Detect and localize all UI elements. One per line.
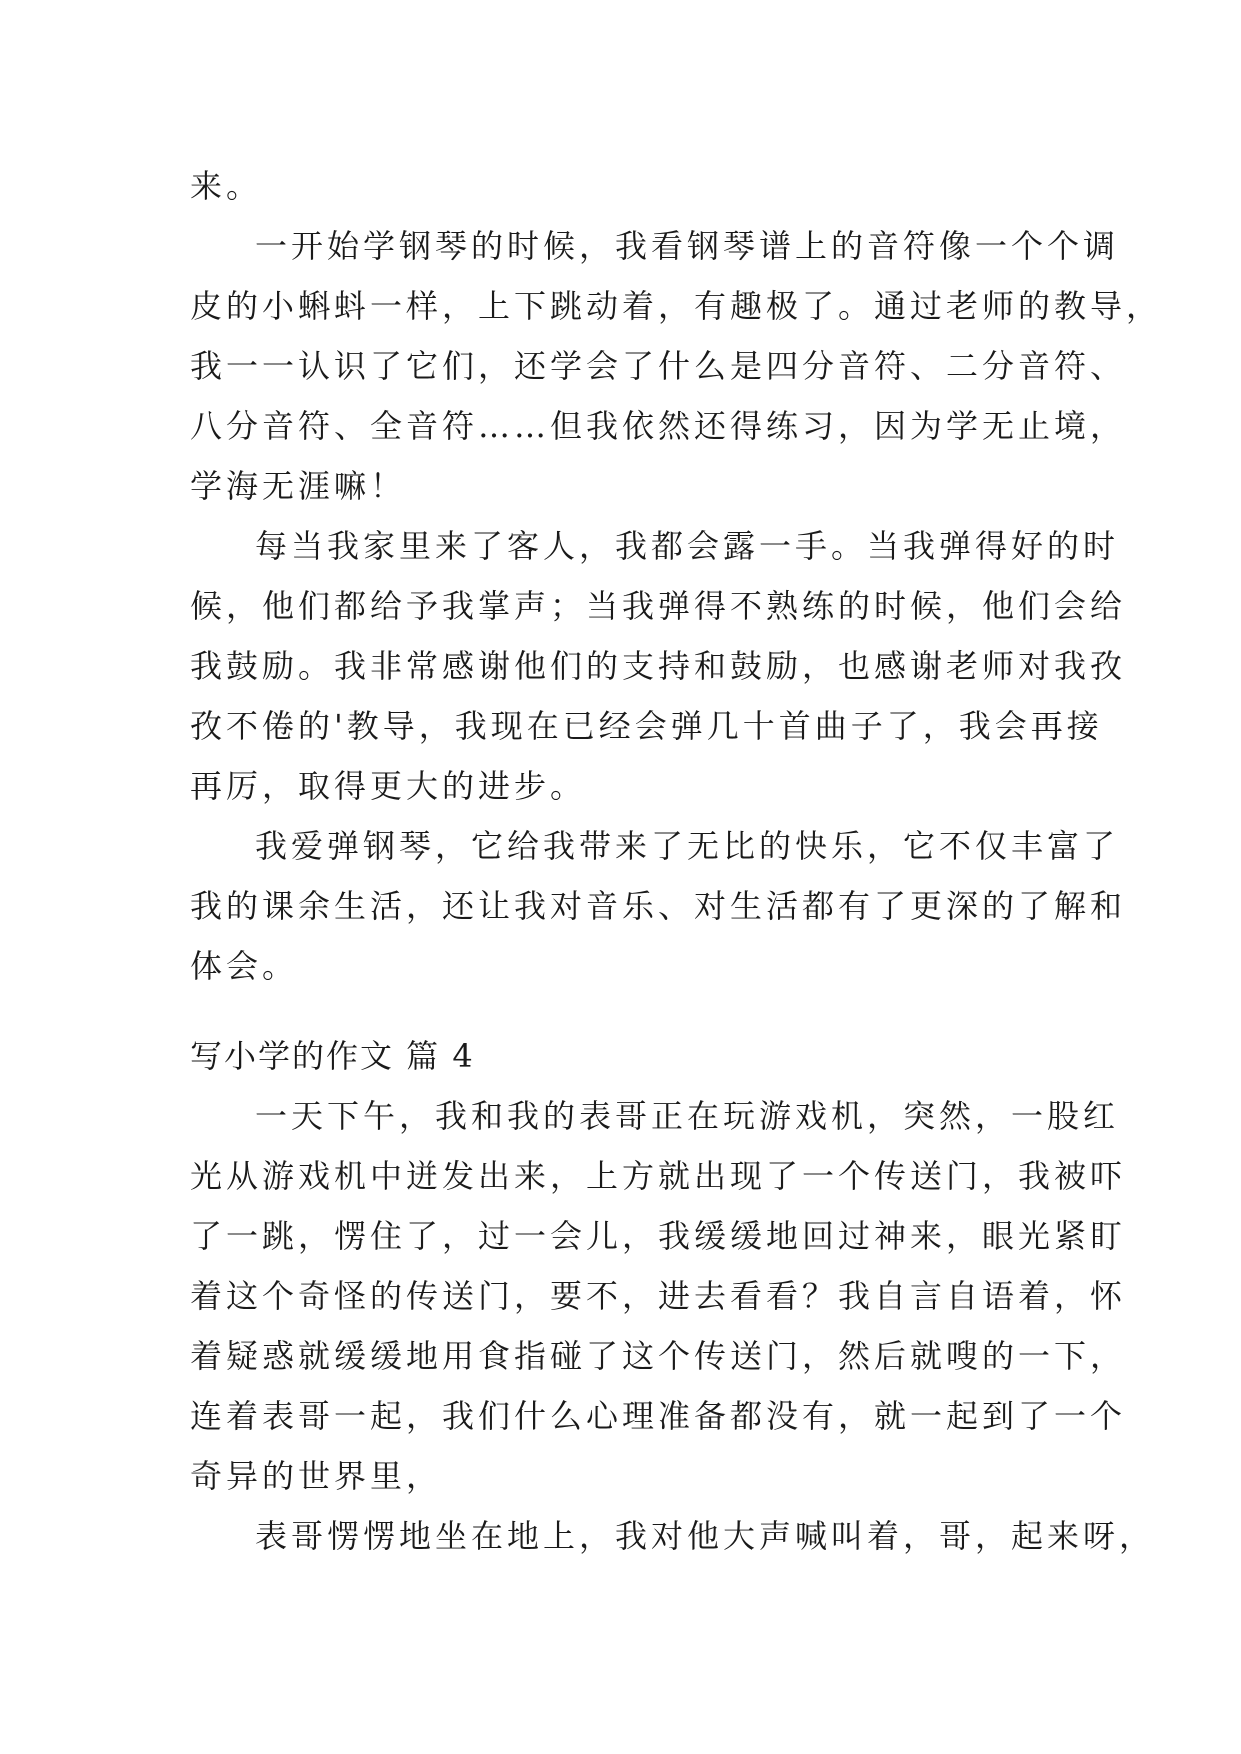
text-line: 我的课余生活，还让我对音乐、对生活都有了更深的了解和 bbox=[190, 887, 1127, 925]
text-line: 再厉，取得更大的进步。 bbox=[190, 767, 587, 805]
text-line: 我鼓励。我非常感谢他们的支持和鼓励，也感谢老师对我孜 bbox=[190, 647, 1127, 685]
text-line: 体会。 bbox=[190, 947, 299, 985]
text-line: 着疑惑就缓缓地用食指碰了这个传送门，然后就嗖的一下， bbox=[190, 1337, 1127, 1375]
text-line: 连着表哥一起，我们什么心理准备都没有，就一起到了一个 bbox=[190, 1397, 1127, 1435]
text-line: 奇异的世界里， bbox=[190, 1457, 443, 1495]
paragraph-start-line: 表哥愣愣地坐在地上，我对他大声喊叫着，哥，起来呀， bbox=[255, 1517, 1156, 1555]
text-line: 来。 bbox=[190, 167, 263, 205]
text-line: 着这个奇怪的传送门，要不，进去看看？我自言自语着，怀 bbox=[190, 1277, 1127, 1315]
text-line: 皮的小蝌蚪一样，上下跳动着，有趣极了。通过老师的教导， bbox=[190, 287, 1163, 325]
text-line: 了一跳，愣住了，过一会儿，我缓缓地回过神来，眼光紧盯 bbox=[190, 1217, 1127, 1255]
paragraph-start-line: 一开始学钢琴的时候，我看钢琴谱上的音符像一个个调 bbox=[255, 227, 1120, 265]
paragraph-start-line: 我爱弹钢琴，它给我带来了无比的快乐，它不仅丰富了 bbox=[255, 827, 1120, 865]
section-heading: 写小学的作文 篇 4 bbox=[190, 1037, 475, 1075]
text-line: 八分音符、全音符……但我依然还得练习，因为学无止境， bbox=[190, 407, 1127, 445]
paragraph-start-line: 每当我家里来了客人，我都会露一手。当我弹得好的时 bbox=[255, 527, 1120, 565]
text-line: 我一一认识了它们，还学会了什么是四分音符、二分音符、 bbox=[190, 347, 1127, 385]
text-line: 学海无涯嘛！ bbox=[190, 467, 407, 505]
text-line: 孜不倦的'教导，我现在已经会弹几十首曲子了，我会再接 bbox=[190, 707, 1103, 745]
paragraph-start-line: 一天下午，我和我的表哥正在玩游戏机，突然，一股红 bbox=[255, 1097, 1120, 1135]
text-line: 候，他们都给予我掌声；当我弹得不熟练的时候，他们会给 bbox=[190, 587, 1127, 625]
text-line: 光从游戏机中迸发出来，上方就出现了一个传送门，我被吓 bbox=[190, 1157, 1127, 1195]
